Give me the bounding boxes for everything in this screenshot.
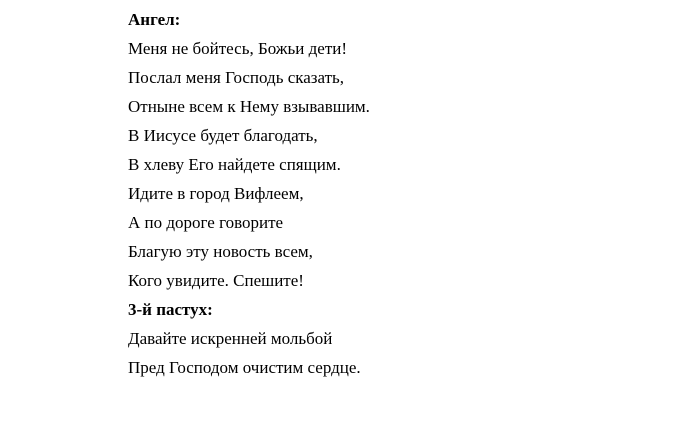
verse-line: Меня не бойтесь, Божьи дети! — [128, 39, 348, 58]
verse-line: Давайте искренней мольбой — [128, 329, 333, 348]
verse-line: Послал меня Господь сказать, — [128, 68, 345, 87]
verse-line: А по дороге говорите — [128, 213, 284, 232]
speaker-label-angel: Ангел: — [128, 10, 181, 29]
verse-line: В хлеву Его найдете спящим. — [128, 155, 341, 174]
verse-line: Идите в город Вифлеем, — [128, 184, 304, 203]
verse-line: Отныне всем к Нему взывавшим. — [128, 97, 370, 116]
verse-line: В Иисусе будет благодать, — [128, 126, 318, 145]
speaker-label-shepherd: 3-й пастух: — [128, 300, 213, 319]
verse-line: Кого увидите. Спешите! — [128, 271, 304, 290]
verse-text-block — [128, 5, 648, 382]
verse-line: Благую эту новость всем, — [128, 242, 313, 261]
verse-line: Пред Господом очистим сердце. — [128, 358, 361, 377]
